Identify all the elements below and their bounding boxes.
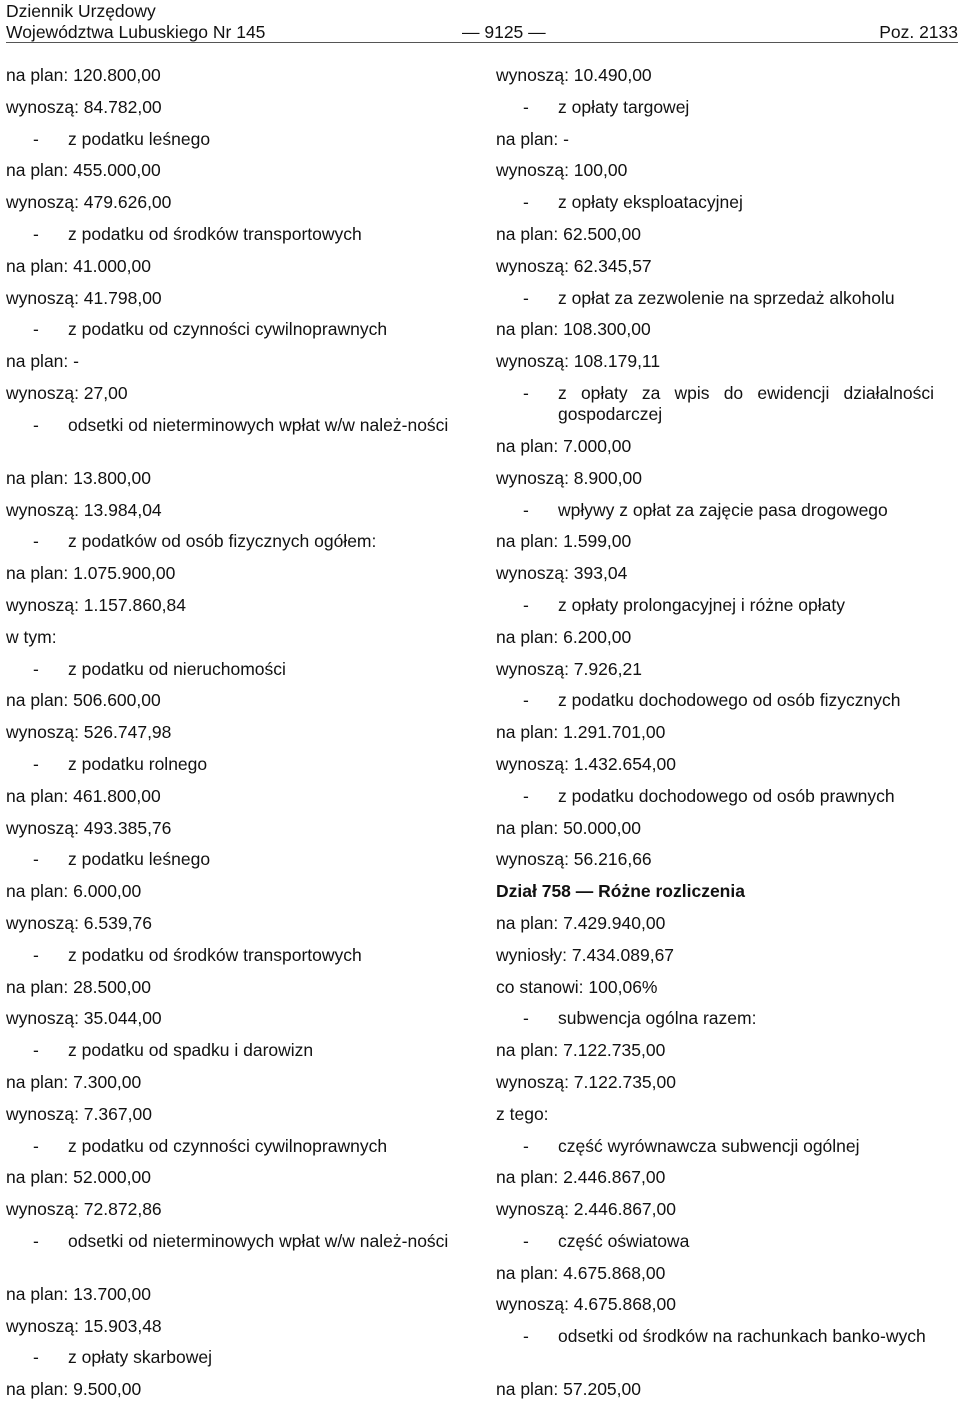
list-item [6,410,468,463]
list-item [6,844,468,876]
list-item-text: z podatku od środków transportowych [68,223,362,244]
list-item-text: z opłaty skarbowej [68,1347,212,1368]
list-item-text: z podatku od czynności cywilnoprawnych [68,319,388,340]
list-item [496,187,934,219]
text-line: wynoszą: 62.345,57 [496,255,652,276]
dash-marker: - [33,753,39,774]
text-line: wynoszą: 10.490,00 [496,65,652,85]
list-item [496,781,934,813]
text-line: na plan: 28.500,00 [6,976,151,997]
text-line: wynoszą: 56.216,66 [496,849,652,870]
position-number: Poz. 2133 [879,22,958,42]
left-column [6,60,468,1406]
text-line: na plan: 41.000,00 [6,255,151,276]
text-line: wynoszą: 41.798,00 [6,287,162,308]
dash-marker: - [523,1008,529,1029]
list-item-text: wpływy z opłat za zajęcie pasa drogowego [558,499,888,520]
list-item-text: z podatków od osób fizycznych ogółem: [68,531,377,552]
text-line: na plan: - [496,128,569,149]
right-column [496,60,934,1406]
text-line: na plan: 108.300,00 [496,319,651,340]
text-line: wynoszą: 526.747,98 [6,722,172,743]
list-item-text: z opłaty eksploatacyjnej [558,192,743,213]
list-item [496,685,934,717]
header-rule [6,42,958,43]
text-line: wyniosły: 7.434.089,67 [496,944,675,965]
text-line: na plan: 7.300,00 [6,1071,142,1092]
text-line: na plan: 2.446.867,00 [496,1167,666,1188]
list-item [6,1131,468,1163]
dash-marker: - [33,531,39,552]
list-item-text: z podatku rolnego [68,753,208,774]
list-item-text: z podatku dochodowego od osób prawnych [558,785,895,806]
dash-marker: - [523,499,529,520]
text-line: na plan: 13.800,00 [6,467,151,488]
text-line: wynoszą: 84.782,00 [6,96,162,117]
text-line: wynoszą: 35.044,00 [6,1008,162,1029]
text-line: wynoszą: 7.122.735,00 [496,1071,676,1092]
dash-marker: - [33,1347,39,1368]
text-line: na plan: 6.000,00 [6,881,142,902]
text-line: na plan: 4.675.868,00 [496,1262,666,1283]
list-item-text: z podatku od środków transportowych [68,944,362,965]
list-item [6,1226,468,1279]
text-line: na plan: 506.600,00 [6,690,161,711]
list-item-text: z podatku dochodowego od osób fizycznych [558,690,901,711]
text-line: na plan: 7.000,00 [496,435,632,456]
list-item [496,1131,934,1163]
text-line: na plan: 7.122.735,00 [496,1040,666,1061]
dash-marker: - [523,594,529,615]
dash-marker: - [523,382,529,403]
dash-marker: - [523,1230,529,1251]
text-line: co stanowi: 100,06% [496,976,658,997]
list-item-text: z podatku leśnego [68,849,211,870]
dash-marker: - [523,192,529,213]
list-item [6,654,468,686]
list-item [496,590,934,622]
text-line: na plan: 120.800,00 [6,65,161,85]
text-line: na plan: 52.000,00 [6,1167,151,1188]
dash-marker: - [33,319,39,340]
text-line: wynoszą: 15.903,48 [6,1315,162,1336]
list-item [496,283,934,315]
text-line: na plan: 57.205,00 [496,1379,641,1400]
section-heading: Dział 758 — Różne rozliczenia [496,881,745,902]
list-item-text: z opłaty prolongacyjnej i różne opłaty [558,594,845,615]
text-line: wynoszą: 4.675.868,00 [496,1294,676,1315]
dash-marker: - [33,1230,39,1251]
page-header [6,0,958,44]
dash-marker: - [33,223,39,244]
list-item [496,1226,934,1258]
text-line: wynoszą: 7.367,00 [6,1103,152,1124]
text-line: na plan: 461.800,00 [6,785,161,806]
page-number: — 9125 — [462,22,546,42]
dash-marker: - [33,1135,39,1156]
list-item [6,1035,468,1067]
text-line: wynoszą: 72.872,86 [6,1199,162,1220]
journal-title: Dziennik Urzędowy [6,1,156,21]
list-item-text: z podatku leśnego [68,128,211,149]
list-item-text: część oświatowa [558,1230,690,1251]
text-line: na plan: 6.200,00 [496,626,632,647]
dash-marker: - [33,849,39,870]
list-item-text: z podatku od spadku i darowizn [68,1040,314,1061]
text-line: wynoszą: 1.157.860,84 [6,594,186,615]
list-item [496,495,934,527]
text-line: wynoszą: 1.432.654,00 [496,753,676,774]
text-line: wynoszą: 393,04 [496,563,628,584]
text-line: w tym: [6,626,57,647]
list-item-text: odsetki od nieterminowych wpłat w/w należ-ności [68,1230,449,1251]
text-line: wynoszą: 479.626,00 [6,192,172,213]
list-item [6,1342,468,1374]
dash-marker: - [523,785,529,806]
dash-marker: - [33,944,39,965]
list-item-text: z opłat za zezwolenie na sprzedaż alkoholu [558,287,895,308]
dash-marker: - [523,287,529,308]
list-item [6,314,468,346]
list-item-text: z podatku od nieruchomości [68,658,286,679]
list-item-text: część wyrównawcza subwencji ogólnej [558,1135,860,1156]
list-item [496,1321,934,1374]
dash-marker: - [523,1326,529,1347]
text-line: na plan: 9.500,00 [6,1379,142,1400]
text-line: wynoszą: 100,00 [496,160,628,181]
list-item [6,124,468,156]
list-item [6,749,468,781]
text-line: na plan: 62.500,00 [496,223,641,244]
text-line: wynoszą: 493.385,76 [6,817,172,838]
list-item-text: z opłaty za wpis do ewidencji działalności gospodarczej [558,382,934,424]
text-line: na plan: 50.000,00 [496,817,641,838]
text-line: na plan: 13.700,00 [6,1283,151,1304]
text-line: na plan: 7.429.940,00 [496,912,666,933]
text-line: na plan: - [6,351,79,372]
list-item [6,940,468,972]
list-item-text: odsetki od środków na rachunkach banko-wych [558,1326,926,1347]
text-line: wynoszą: 7.926,21 [496,658,642,679]
list-item [496,92,934,124]
dash-marker: - [523,96,529,117]
dash-marker: - [33,414,39,435]
list-item [6,526,468,558]
text-line: z tego: [496,1103,549,1124]
text-line: wynoszą: 2.446.867,00 [496,1199,676,1220]
list-item [496,378,934,431]
text-line: wynoszą: 27,00 [6,382,128,403]
text-line: na plan: 455.000,00 [6,160,161,181]
list-item-text: odsetki od nieterminowych wpłat w/w należ-ności [68,414,449,435]
list-item-text: z opłaty targowej [558,96,690,117]
dash-marker: - [523,690,529,711]
text-line: wynoszą: 108.179,11 [496,351,661,372]
list-item [6,219,468,251]
dash-marker: - [33,658,39,679]
text-line: wynoszą: 6.539,76 [6,912,152,933]
journal-subtitle: Województwa Lubuskiego Nr 145 [6,22,266,42]
text-line: na plan: 1.599,00 [496,531,632,552]
text-line: na plan: 1.075.900,00 [6,563,176,584]
dash-marker: - [33,1040,39,1061]
text-line: wynoszą: 13.984,04 [6,499,162,520]
list-item-text: z podatku od czynności cywilnoprawnych [68,1135,388,1156]
list-item [496,1003,934,1035]
text-line: na plan: 1.291.701,00 [496,722,666,743]
dash-marker: - [33,128,39,149]
dash-marker: - [523,1135,529,1156]
list-item-text: subwencja ogólna razem: [558,1008,757,1029]
text-line: wynoszą: 8.900,00 [496,467,642,488]
